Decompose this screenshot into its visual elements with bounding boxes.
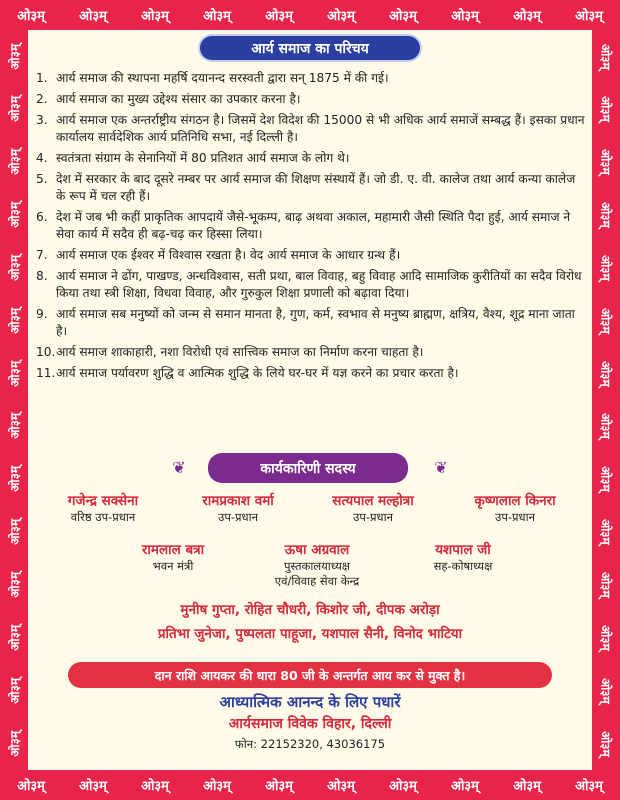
committee-heading: कार्यकारिणी सदस्य bbox=[208, 453, 408, 483]
border-om-text: ओ३म् bbox=[7, 149, 22, 175]
list-item bbox=[36, 112, 586, 146]
border-om-text: ओ३म् bbox=[598, 519, 613, 545]
border-om-text: ओ३म् bbox=[7, 572, 22, 598]
border-om-text: ओ३म् bbox=[598, 624, 613, 651]
list-item bbox=[36, 247, 586, 264]
border-om-text: ओ३म् bbox=[7, 677, 22, 704]
bottom-border bbox=[0, 770, 620, 800]
list-item bbox=[36, 306, 586, 340]
member-card bbox=[242, 542, 392, 589]
border-om-text: ओ३म् bbox=[203, 779, 231, 794]
border-om-text: ओ३म् bbox=[7, 202, 22, 228]
border-om-text: ओ३म् bbox=[141, 779, 169, 794]
member-role: भवन मंत्री bbox=[152, 559, 194, 573]
member-role: उप-प्रधान bbox=[495, 510, 535, 524]
member-card bbox=[38, 493, 168, 525]
border-om-text: ओ३म् bbox=[7, 519, 22, 545]
item-number: 11. bbox=[36, 366, 56, 380]
member-card bbox=[306, 493, 440, 525]
left-border bbox=[0, 30, 28, 770]
list-item bbox=[36, 150, 586, 167]
border-om-text: ओ३म् bbox=[575, 9, 603, 24]
address-text: आर्यसमाज विवेक विहार, दिल्ली bbox=[228, 716, 392, 732]
other-members-line: मुनीष गुप्ता, रोहित चौधरी, किशोर जी, दीपक अरोड़ा bbox=[180, 602, 440, 618]
item-text: आर्य समाज ने ढोंग, पाखण्ड, अन्धविश्वास, सती प्रथा, बाल विवाह, बहु विवाह आदि सामाजिक कुरीतियों का सदैव विरोध किया तथा स्त्री शिक्षा, विधवा विवाह, और गुरुकुल शिक्षा प्रणाली को बढ़ावा दिया। bbox=[56, 269, 582, 300]
border-om-text: ओ३म् bbox=[598, 307, 613, 334]
item-number: 5. bbox=[36, 172, 48, 186]
title-banner: आर्य समाज का परिचय bbox=[200, 36, 420, 60]
list-item bbox=[36, 268, 586, 302]
member-name: रामलाल बत्रा bbox=[141, 542, 205, 558]
border-om-text: ओ३म् bbox=[7, 43, 22, 70]
item-number: 10. bbox=[36, 345, 56, 359]
member-card bbox=[448, 493, 582, 525]
border-om-text: ओ३म् bbox=[265, 779, 293, 794]
border-om-text: ओ३म् bbox=[79, 9, 107, 24]
border-om-text: ओ३म् bbox=[203, 9, 231, 24]
border-om-text: ओ३म् bbox=[598, 254, 613, 281]
member-card bbox=[176, 493, 300, 525]
content-panel bbox=[28, 30, 592, 770]
border-om-text: ओ३म् bbox=[598, 43, 613, 70]
member-role: वरिष्ठ उप-प्रधान bbox=[70, 510, 136, 524]
list-item bbox=[36, 171, 586, 205]
member-name: रामप्रकाश वर्मा bbox=[202, 493, 274, 509]
item-number: 1. bbox=[36, 71, 48, 85]
border-om-text: ओ३म् bbox=[141, 9, 169, 24]
border-om-text: ओ३म् bbox=[7, 413, 22, 440]
flourish-left-icon: ❦ bbox=[172, 458, 186, 477]
member-role: पुस्तकालयाध्यक्ष bbox=[283, 559, 351, 573]
member-card bbox=[398, 542, 528, 574]
border-om-text: ओ३म् bbox=[598, 572, 613, 598]
item-text: आर्य समाज का मुख्य उद्देश्य संसार का उपकार करना है। bbox=[56, 92, 301, 106]
other-members-line: प्रतिभा जुनेजा, पुष्पलता पाहूजा, यशपाल सैनी, विनोद भाटिया bbox=[157, 626, 463, 642]
item-text: आर्य समाज एक ईश्वर में विश्वास रखता है। वेद आर्य समाज के आधार ग्रन्थ हैं। bbox=[56, 248, 401, 262]
border-om-text: ओ३म् bbox=[598, 360, 613, 387]
border-om-text: ओ३म् bbox=[79, 779, 107, 794]
list-item bbox=[36, 344, 586, 361]
border-om-text: ओ३म् bbox=[598, 202, 613, 228]
item-text: आर्य समाज सब मनुष्यों को जन्म से समान मानता है, गुण, कर्म, स्वभाव से मनुष्य ब्राह्मण, क्षत्रिय, वैश्य, शूद्र माना जाता है। bbox=[56, 307, 575, 338]
border-om-text: ओ३म् bbox=[598, 96, 613, 123]
member-name: कृष्णलाल किनरा bbox=[474, 493, 556, 509]
border-om-text: ओ३म् bbox=[7, 307, 22, 334]
list-item bbox=[36, 70, 586, 87]
border-om-text: ओ३म् bbox=[17, 9, 45, 24]
item-number: 6. bbox=[36, 210, 48, 224]
border-om-text: ओ३म् bbox=[598, 466, 613, 493]
border-om-text: ओ३म् bbox=[327, 779, 355, 794]
item-text: आर्य समाज पर्यावरण शुद्धि व आत्मिक शुद्धि के लिये घर-घर में यज्ञ करने का प्रचार करता है। bbox=[56, 366, 459, 380]
border-om-text: ओ३म् bbox=[513, 779, 541, 794]
border-om-text: ओ३म् bbox=[7, 730, 22, 757]
border-om-text: ओ३म् bbox=[17, 779, 45, 794]
item-number: 2. bbox=[36, 92, 48, 106]
border-om-text: ओ३म् bbox=[389, 779, 417, 794]
item-number: 7. bbox=[36, 248, 48, 262]
border-om-text: ओ३म् bbox=[598, 413, 613, 440]
list-item bbox=[36, 365, 586, 382]
member-name: यशपाल जी bbox=[435, 542, 491, 558]
border-om-text: ओ३म् bbox=[327, 9, 355, 24]
border-om-text: ओ३म् bbox=[7, 254, 22, 281]
item-text: आर्य समाज की स्थापना महर्षि दयानन्द सरस्वती द्वारा सन् 1875 में की गई। bbox=[56, 71, 389, 85]
member-role: सह-कोषाध्यक्ष bbox=[433, 559, 493, 573]
phone-text: फोन: 22152320, 43036175 bbox=[234, 737, 386, 751]
item-text: आर्य समाज शाकाहारी, नशा विरोधी एवं सात्त्विक समाज का निर्माण करना चाहता है। bbox=[56, 345, 424, 359]
member-name: गजेन्द्र सक्सेना bbox=[67, 493, 139, 509]
invite-text: आध्यात्मिक आनन्द के लिए पधारें bbox=[219, 693, 401, 711]
border-om-text: ओ३म् bbox=[265, 9, 293, 24]
border-om-text: ओ३म् bbox=[7, 624, 22, 651]
item-number: 4. bbox=[36, 151, 48, 165]
member-role-extra: एवं/विवाह सेवा केन्द्र bbox=[274, 574, 360, 588]
item-text: स्वतंत्रता संग्राम के सेनानियों में 80 प्रतिशत आर्य समाज के लोग थे। bbox=[56, 151, 350, 165]
border-om-text: ओ३म् bbox=[389, 9, 417, 24]
list-item bbox=[36, 209, 586, 243]
item-number: 8. bbox=[36, 269, 48, 283]
border-om-text: ओ३म् bbox=[451, 9, 479, 24]
flourish-right-icon: ❦ bbox=[434, 458, 448, 477]
border-om-text: ओ३म् bbox=[513, 9, 541, 24]
border-om-text: ओ३म् bbox=[7, 96, 22, 123]
item-text: देश में सरकार के बाद दूसरे नम्बर पर आर्य समाज की शिक्षण संस्थायें हैं। जो डी. ए. वी. कालेज तथा आर्य कन्या कालेज के रूप में चल रही हैं। bbox=[56, 172, 576, 203]
right-border bbox=[592, 30, 620, 770]
member-role: उप-प्रधान bbox=[218, 510, 258, 524]
item-number: 3. bbox=[36, 113, 48, 127]
donation-note: दान राशि आयकर की धारा 80 जी के अन्तर्गत आय कर से मुक्त है। bbox=[68, 662, 552, 688]
border-om-text: ओ३म् bbox=[451, 779, 479, 794]
item-text: देश में जब भी कहीं प्राकृतिक आपदायें जैसे-भूकम्प, बाढ़ अथवा अकाल, महामारी जैसी स्थिति पैदा हुई, आर्य समाज ने सेवा कार्य में सदैव ही बढ़-चढ़ कर हिस्सा लिया। bbox=[56, 210, 571, 241]
list-item bbox=[36, 91, 586, 108]
border-om-text: ओ३म् bbox=[575, 779, 603, 794]
top-border bbox=[0, 0, 620, 30]
points-list bbox=[36, 70, 586, 386]
border-om-text: ओ३म् bbox=[598, 149, 613, 175]
border-om-text: ओ३म् bbox=[598, 677, 613, 704]
member-role: उप-प्रधान bbox=[353, 510, 393, 524]
member-name: सत्यपाल मल्होत्रा bbox=[332, 493, 414, 509]
border-om-text: ओ३म् bbox=[7, 360, 22, 387]
item-text: आर्य समाज एक अन्तर्राष्ट्रीय संगठन है। जिसमें देश विदेश की 15000 से भी अधिक आर्य समाजें सम्बद्ध हैं। इसका प्रधान कार्यालय सार्वदेशिक आर्य प्रतिनिधि सभा, नई दिल्ली है। bbox=[56, 113, 585, 144]
member-name: ऊषा अग्रवाल bbox=[284, 542, 350, 558]
item-number: 9. bbox=[36, 307, 48, 321]
member-card bbox=[108, 542, 238, 574]
border-om-text: ओ३म् bbox=[598, 730, 613, 757]
border-om-text: ओ३म् bbox=[7, 466, 22, 493]
